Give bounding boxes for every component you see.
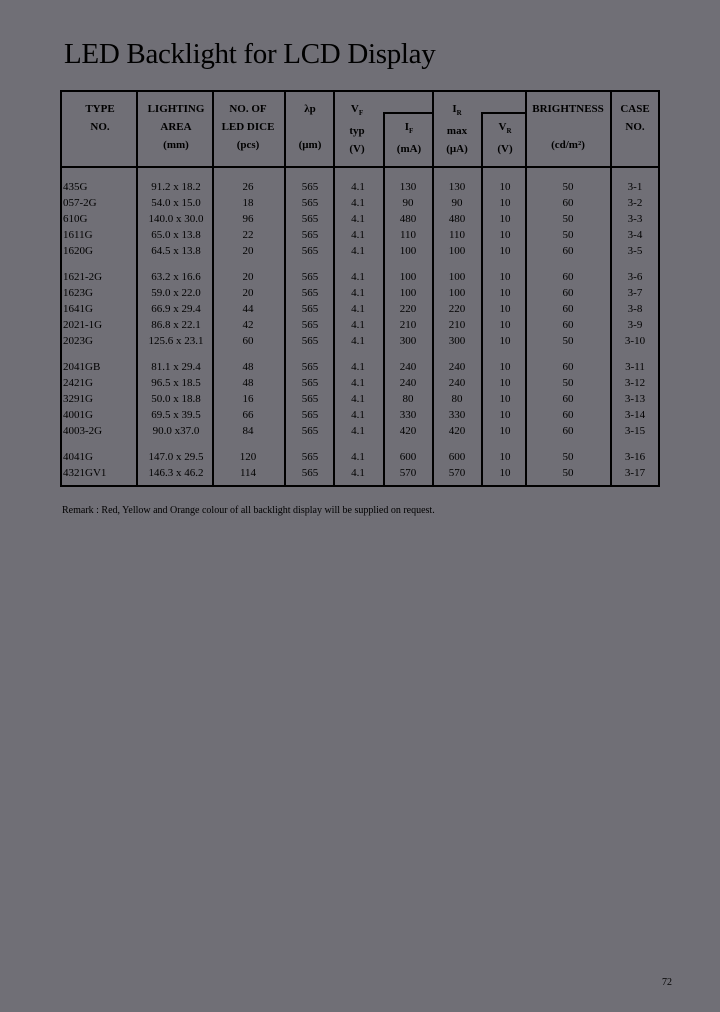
table-cell: 60 [562,271,574,283]
table-cell: 565 [301,197,319,209]
table-cell: 565 [301,271,319,283]
column-divider [136,92,138,485]
table-cell: 10 [499,229,511,241]
table-cell: 50 [562,229,574,241]
header-text: NO. [90,121,110,133]
table-cell: 600 [399,451,417,463]
column-divider [432,92,434,485]
table-cell: 146.3 x 46.2 [148,467,204,479]
header-subscript: R [506,127,512,136]
table-cell: 10 [499,197,511,209]
table-cell: 10 [499,451,511,463]
table-cell: 96 [242,213,254,225]
table-cell: 44 [242,303,254,315]
header-text: NO. OF [229,103,267,115]
table-cell: 220 [399,303,417,315]
table-cell: 565 [301,467,319,479]
table-cell: 69.5 x 39.5 [151,409,201,421]
table-cell: 600 [448,451,466,463]
table-cell: 86.8 x 22.1 [151,319,201,331]
table-cell: 3-9 [627,319,643,331]
table-cell: 50 [562,451,574,463]
table-cell: 1620G [63,245,93,257]
table-cell: 420 [448,425,466,437]
table-cell: 240 [399,377,417,389]
table-cell: 60 [562,409,574,421]
table-cell: 60 [562,361,574,373]
table-cell: 54.0 x 15.0 [151,197,201,209]
remark-note: Remark : Red, Yellow and Orange colour of all backlight display will be supplied on request. [62,505,435,516]
table-cell: 59.0 x 22.0 [151,287,201,299]
header-text: CASE [620,103,650,115]
header-text: (V) [497,143,513,156]
column-divider [610,92,612,485]
table-cell: 10 [499,361,511,373]
header-text: (pcs) [236,139,260,151]
page-title: LED Backlight for LCD Display [64,38,436,70]
table-cell: 3-13 [624,393,646,405]
table-cell: 300 [448,335,466,347]
table-cell: 90 [451,197,463,209]
table-cell: 240 [399,361,417,373]
table-cell: 48 [242,361,254,373]
header-symbol: V [498,121,507,133]
table-cell: 100 [448,287,466,299]
header-text: BRIGHTNESS [532,103,604,115]
table-cell: 50.0 x 18.8 [151,393,201,405]
header-brightness [532,100,604,154]
table-cell: 565 [301,409,319,421]
table-cell: 4.1 [351,409,365,421]
table-cell: 2023G [63,335,93,347]
table-cell: 565 [301,361,319,373]
table-cell: 4.1 [351,335,365,347]
table-cell: 4041G [63,451,93,463]
table-cell: 4.1 [351,467,365,479]
table-cell: 3-16 [624,451,646,463]
header-text: AREA [160,121,192,133]
table-cell: 330 [448,409,466,421]
table-cell: 240 [448,377,466,389]
table-cell: 18 [242,197,254,209]
table-cell: 10 [499,409,511,421]
table-cell: 100 [399,245,417,257]
table-cell: 50 [562,377,574,389]
table-cell: 3-14 [624,409,646,421]
table-cell: 3291G [63,393,93,405]
table-cell: 120 [239,451,257,463]
table-cell: 210 [399,319,417,331]
table-cell: 4.1 [351,197,365,209]
table-cell: 60 [242,335,254,347]
table-cell: 66 [242,409,254,421]
table-cell: 81.1 x 29.4 [151,361,201,373]
table-cell: 10 [499,213,511,225]
table-cell: 22 [242,229,254,241]
table-cell: 4003-2G [63,425,103,437]
header-text: (cd/m²) [551,139,585,151]
table-cell: 435G [63,181,88,193]
table-cell: 4.1 [351,287,365,299]
table-cell: 480 [448,213,466,225]
table-cell: 1641G [63,303,93,315]
table-cell: 110 [448,229,466,241]
header-type [85,100,114,136]
table-cell: 2041GB [63,361,101,373]
table-cell: 63.2 x 16.6 [151,271,201,283]
header-text: NO. [625,121,645,133]
table-cell: 140.0 x 30.0 [148,213,204,225]
table-cell: 100 [399,287,417,299]
table-cell: 220 [448,303,466,315]
header-symbol: I [452,103,457,115]
header-dice [222,100,275,154]
table-cell: 3-2 [627,197,643,209]
table-cell: 3-8 [627,303,643,315]
table-cell: 20 [242,245,254,257]
table-cell: 10 [499,181,511,193]
table-cell: 100 [448,245,466,257]
table-cell: 90 [402,197,414,209]
table-cell: 4.1 [351,361,365,373]
header-text [349,100,364,122]
table-cell: 10 [499,303,511,315]
table-cell: 60 [562,393,574,405]
table-cell: 570 [448,467,466,479]
header-text [397,118,421,140]
table-cell: 80 [402,393,414,405]
column-divider [525,92,527,485]
table-cell: 147.0 x 29.5 [148,451,204,463]
table-cell: 50 [562,181,574,193]
table-cell: 565 [301,287,319,299]
header-if [397,118,421,158]
table-cell: 3-11 [625,361,645,373]
table-cell: 50 [562,213,574,225]
table-cell: 1623G [63,287,93,299]
table-cell: 565 [301,303,319,315]
header-symbol: I [404,121,409,133]
table-cell: 4.1 [351,181,365,193]
header-vf [349,100,364,158]
table-cell: 10 [499,271,511,283]
table-cell: 1611G [63,229,93,241]
header-text: max [446,125,468,138]
header-text: typ [349,125,365,138]
header-text: (μm) [298,139,322,151]
table-cell: 3-3 [627,213,643,225]
spec-table [60,90,660,487]
header-subscript: R [456,109,462,118]
header-text [446,100,468,122]
table-cell: 1621-2G [63,271,103,283]
table-cell: 3-5 [627,245,643,257]
table-cell: 90.0 x37.0 [152,425,200,437]
table-cell: 96.5 x 18.5 [151,377,201,389]
header-text: (mA) [396,143,422,156]
table-cell: 10 [499,335,511,347]
header-subscript: F [409,127,414,136]
table-cell: 64.5 x 13.8 [151,245,201,257]
table-cell: 125.6 x 23.1 [148,335,204,347]
table-cell: 565 [301,393,319,405]
table-cell: 565 [301,451,319,463]
header-divider [62,166,658,168]
column-divider [333,92,335,485]
table-cell: 057-2G [63,197,97,209]
table-cell: 4.1 [351,271,365,283]
table-cell: 20 [242,271,254,283]
table-cell: 565 [301,229,319,241]
table-cell: 130 [399,181,417,193]
header-symbol: V [350,103,359,115]
table-cell: 3-4 [627,229,643,241]
table-cell: 565 [301,377,319,389]
table-cell: 100 [399,271,417,283]
table-cell: 565 [301,319,319,331]
table-cell: 3-1 [627,181,643,193]
table-cell: 50 [562,467,574,479]
table-cell: 16 [242,393,254,405]
table-cell: 570 [399,467,417,479]
header-text: LIGHTING [147,103,205,115]
table-cell: 114 [239,467,257,479]
table-cell: 20 [242,287,254,299]
table-cell: 4.1 [351,319,365,331]
header-text [497,118,512,140]
header-wavelength [299,100,322,154]
table-cell: 3-15 [624,425,646,437]
table-cell: 60 [562,245,574,257]
table-cell: 4.1 [351,213,365,225]
subheader-divider [481,112,525,114]
header-text: (V) [349,143,365,156]
table-cell: 3-10 [624,335,646,347]
table-cell: 65.0 x 13.8 [151,229,201,241]
table-cell: 480 [399,213,417,225]
table-cell: 565 [301,245,319,257]
header-text: λp [304,103,316,115]
table-cell: 10 [499,467,511,479]
table-cell: 50 [562,335,574,347]
header-subscript: F [358,109,364,118]
table-cell: 565 [301,181,319,193]
table-cell: 10 [499,377,511,389]
table-cell: 100 [448,271,466,283]
table-cell: 42 [242,319,254,331]
table-cell: 60 [562,197,574,209]
table-cell: 610G [63,213,88,225]
table-cell: 300 [399,335,417,347]
table-cell: 91.2 x 18.2 [151,181,201,193]
table-cell: 10 [499,245,511,257]
column-divider [284,92,286,485]
table-cell: 60 [562,287,574,299]
table-cell: 10 [499,425,511,437]
page-number: 72 [662,977,672,988]
table-cell: 420 [399,425,417,437]
table-cell: 565 [301,213,319,225]
table-cell: 2421G [63,377,93,389]
column-divider [212,92,214,485]
table-cell: 4.1 [351,393,365,405]
table-cell: 84 [242,425,254,437]
table-cell: 10 [499,393,511,405]
table-cell: 330 [399,409,417,421]
table-cell: 60 [562,303,574,315]
table-cell: 4001G [63,409,93,421]
table-cell: 4.1 [351,245,365,257]
header-text: TYPE [85,103,115,115]
header-ir [446,100,468,158]
table-cell: 3-12 [624,377,646,389]
table-cell: 66.9 x 29.4 [151,303,201,315]
table-cell: 4321GV1 [63,467,107,479]
table-cell: 240 [448,361,466,373]
subheader-divider [383,112,432,114]
table-cell: 3-17 [624,467,646,479]
table-cell: 210 [448,319,466,331]
table-cell: 4.1 [351,229,365,241]
table-cell: 4.1 [351,451,365,463]
header-text: (mm) [163,139,189,151]
header-text: LED DICE [221,121,275,133]
table-cell: 60 [562,425,574,437]
table-cell: 48 [242,377,254,389]
table-cell: 110 [399,229,417,241]
table-cell: 2021-1G [63,319,103,331]
header-case [620,100,649,136]
table-cell: 80 [451,393,463,405]
table-cell: 130 [448,181,466,193]
header-area [148,100,205,154]
table-cell: 3-7 [627,287,643,299]
table-cell: 565 [301,425,319,437]
header-vr [497,118,512,158]
table-cell: 565 [301,335,319,347]
table-cell: 10 [499,319,511,331]
table-cell: 3-6 [627,271,643,283]
table-cell: 4.1 [351,377,365,389]
table-cell: 4.1 [351,425,365,437]
table-cell: 26 [242,181,254,193]
header-text: (μA) [446,143,468,156]
table-cell: 4.1 [351,303,365,315]
table-cell: 10 [499,287,511,299]
table-cell: 60 [562,319,574,331]
